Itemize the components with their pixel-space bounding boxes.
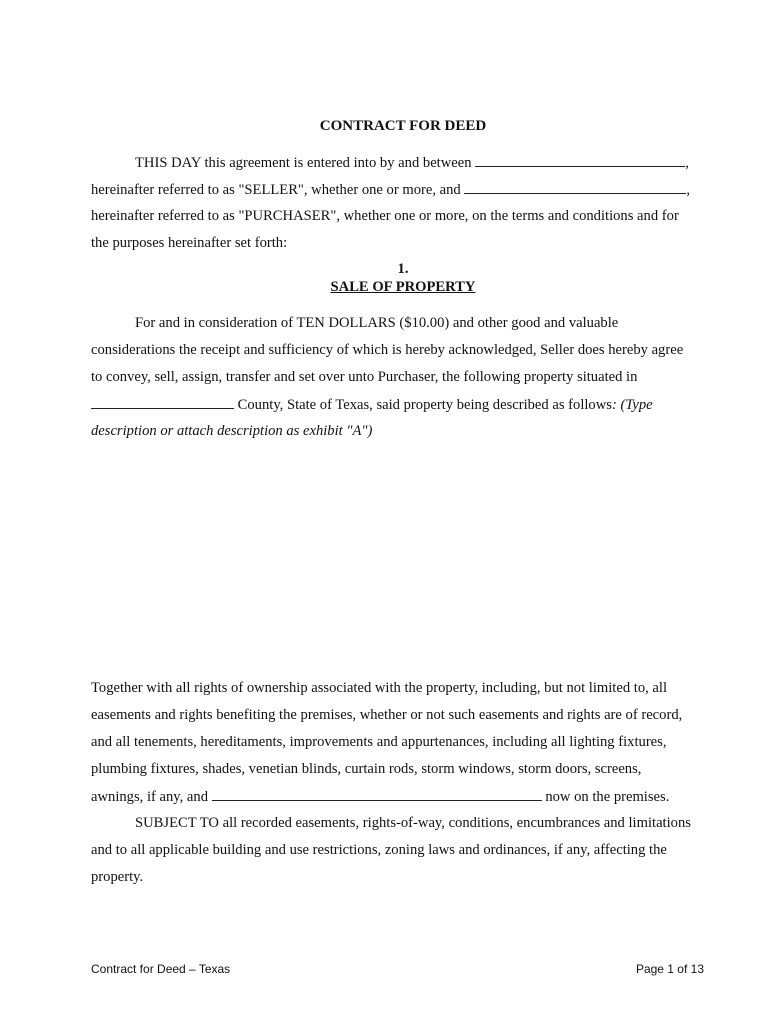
p1-line-5: description or attach description as exhibit "A")	[91, 423, 373, 439]
p1-line-1: For and in consideration of TEN DOLLARS ($10.00) and other good and valuable	[135, 315, 619, 331]
intro-line-2	[91, 181, 690, 199]
p1-line-4-italic: : (Type	[611, 397, 653, 413]
additional-items-blank[interactable]	[212, 788, 542, 801]
footer-page-number: Page 1 of 13	[635, 962, 704, 976]
document-title: CONTRACT FOR DEED	[319, 118, 487, 134]
county-blank[interactable]	[91, 396, 234, 409]
p2-line-5-end: now on the premises.	[545, 789, 670, 805]
p3-line-3: property.	[91, 869, 144, 885]
section-heading: SALE OF PROPERTY	[330, 279, 476, 295]
p3-line-1: SUBJECT TO all recorded easements, rights-of-way, conditions, encumbrances and limitations	[135, 815, 691, 831]
intro-line-1	[135, 154, 689, 172]
intro-line-4: the purposes hereinafter set forth:	[91, 235, 288, 251]
p2-line-2: easements and rights benefiting the premises, whether or not such easements and rights are of record,	[91, 707, 683, 723]
p1-line-3: to convey, sell, assign, transfer and set over unto Purchaser, the following property situated in	[91, 369, 638, 385]
intro-line-1-text: THIS DAY this agreement is entered into by and between	[135, 155, 472, 171]
intro-line-3: hereinafter referred to as "PURCHASER", whether one or more, on the terms and conditions and for	[91, 208, 679, 224]
p2-line-4: plumbing fixtures, shades, venetian blinds, curtain rods, storm windows, storm doors, screens,	[91, 761, 642, 777]
p1-line-2: considerations the receipt and sufficiency of which is hereby acknowledged, Seller does hereby agree	[91, 342, 684, 358]
p2-line-3: and all tenements, hereditaments, improvements and appurtenances, including all lighting fixtures,	[91, 734, 667, 750]
purchaser-name-blank[interactable]	[464, 181, 686, 194]
intro-line-1-end: ,	[685, 155, 689, 171]
p2-line-1: Together with all rights of ownership associated with the property, including, but not limited to, all	[91, 680, 667, 696]
p1-line-4	[91, 396, 653, 414]
footer-document-name: Contract for Deed – Texas	[91, 962, 231, 976]
intro-line-2-end: ,	[686, 182, 691, 198]
seller-name-blank[interactable]	[475, 154, 685, 167]
section-number: 1.	[397, 261, 409, 277]
intro-line-2-text: hereinafter referred to as "SELLER", whether one or more, and	[91, 182, 461, 198]
p2-line-5	[91, 788, 669, 806]
p2-line-5-start: awnings, if any, and	[91, 789, 208, 805]
p3-line-2: and to all applicable building and use restrictions, zoning laws and ordinances, if any, affecting the	[91, 842, 667, 858]
p1-line-4-text: County, State of Texas, said property being described as follows	[237, 397, 612, 413]
